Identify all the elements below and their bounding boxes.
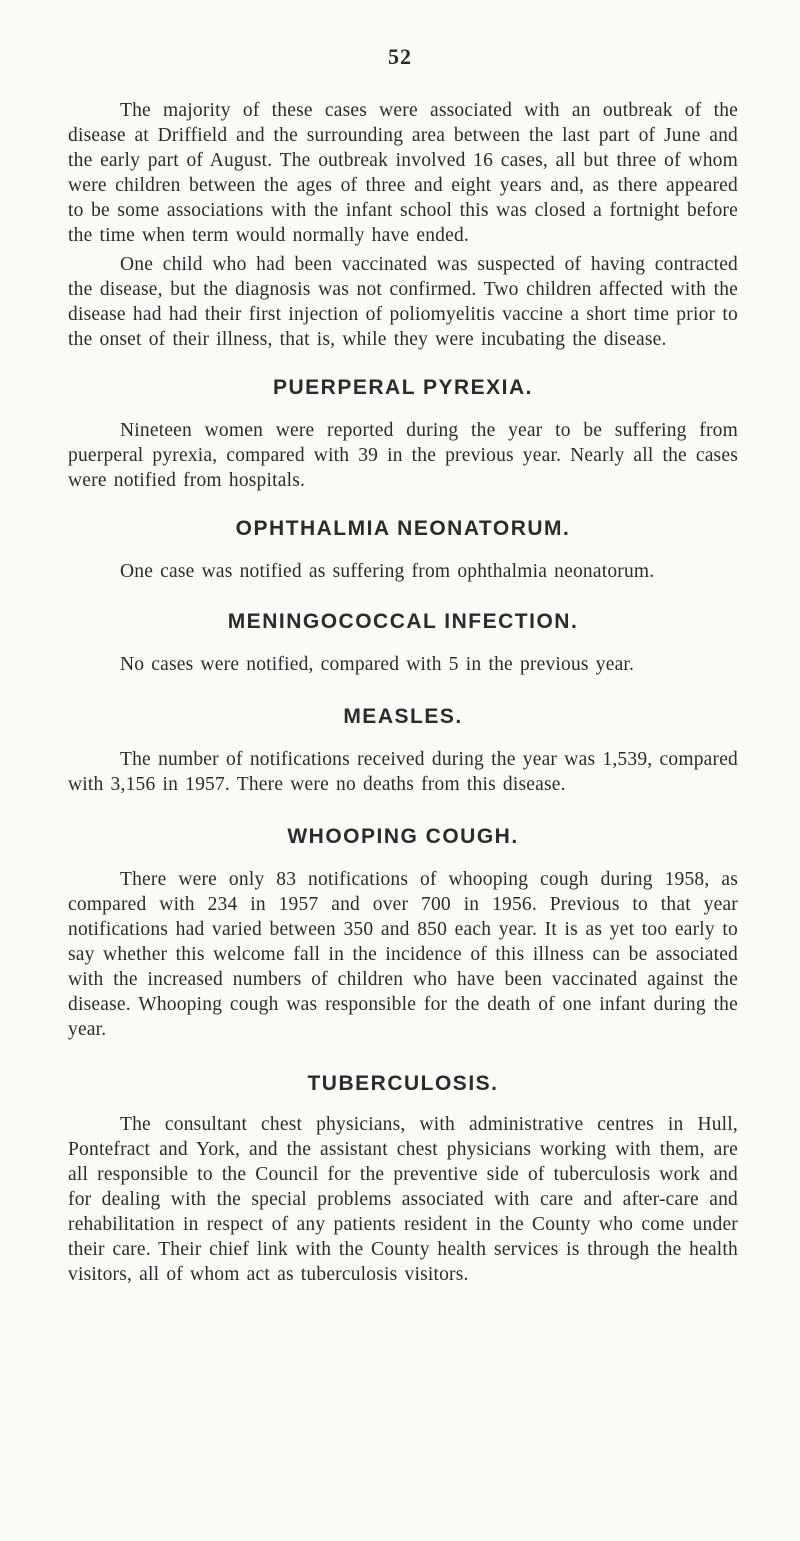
intro-section bbox=[68, 98, 738, 352]
heading-measles: MEASLES. bbox=[343, 705, 463, 728]
section-whooping-cough bbox=[68, 825, 738, 1042]
heading-tuberculosis: TUBERCULOSIS. bbox=[307, 1072, 499, 1095]
heading-meningococcal-infection: MENINGOCOCCAL INFECTION. bbox=[227, 610, 579, 633]
intro-paragraph-2: One child who had been vaccinated was suspected of having contracted the disease, but the diagnosis was not confirmed. Two children affected with the disease had had their first injection of poliomyelitis vaccine a short time prior to the onset of their illness, that is, while they were incubating the disease. bbox=[68, 254, 738, 350]
heading-puerperal-pyrexia: PUERPERAL PYREXIA. bbox=[273, 376, 533, 399]
paragraph-tuberculosis: The consultant chest physicians, with administrative centres in Hull, Pontefract and York, and the assistant chest physicians working with them, are all responsible to the Council for the preventive side of tuberculosis work and for dealing with the special problems associated with care and after-care and rehabilitation in respect of any patients resident in the County who come under their care. Their chief link with the County health services is through the health visitors, all of whom act as tuberculosis visitors. bbox=[68, 1114, 738, 1285]
section-ophthalmia-neonatorum bbox=[68, 517, 738, 584]
page-content bbox=[68, 98, 738, 1287]
section-tuberculosis bbox=[68, 1072, 738, 1287]
paragraph-measles: The number of notifications received during the year was 1,539, compared with 3,156 in 1957. There were no deaths from this disease. bbox=[68, 749, 738, 795]
intro-paragraph-1: The majority of these cases were associated with an outbreak of the disease at Driffield and the surrounding area between the last part of June and the early part of August. The outbreak involved 16 cases, all but three of whom were children between the ages of three and eight years and, as there appeared to be some associations with the infant school this was closed a fortnight before the time when term would normally have ended. bbox=[68, 100, 738, 246]
section-puerperal-pyrexia bbox=[68, 376, 738, 493]
page-number: 52 bbox=[388, 44, 412, 69]
paragraph-puerperal-pyrexia: Nineteen women were reported during the year to be suffering from puerperal pyrexia, compared with 39 in the previous year. Nearly all the cases were notified from hospitals. bbox=[68, 420, 738, 491]
paragraph-meningococcal-infection: No cases were notified, compared with 5 in the previous year. bbox=[120, 654, 635, 675]
section-meningococcal-infection bbox=[68, 610, 738, 677]
section-measles bbox=[68, 705, 738, 797]
paragraph-ophthalmia-neonatorum: One case was notified as suffering from ophthalmia neonatorum. bbox=[120, 561, 655, 582]
paragraph-whooping-cough: There were only 83 notifications of whooping cough during 1958, as compared with 234 in 1957 and over 700 in 1956. Previous to that year notifications had varied between 350 and 850 each year. It is as yet too early to say whether this welcome fall in the incidence of this illness can be associated with the increased numbers of children who have been vaccinated against the disease. Whooping cough was responsible for the death of one infant during the year. bbox=[68, 869, 738, 1040]
heading-ophthalmia-neonatorum: OPHTHALMIA NEONATORUM. bbox=[235, 517, 571, 540]
heading-whooping-cough: WHOOPING COUGH. bbox=[287, 825, 519, 848]
